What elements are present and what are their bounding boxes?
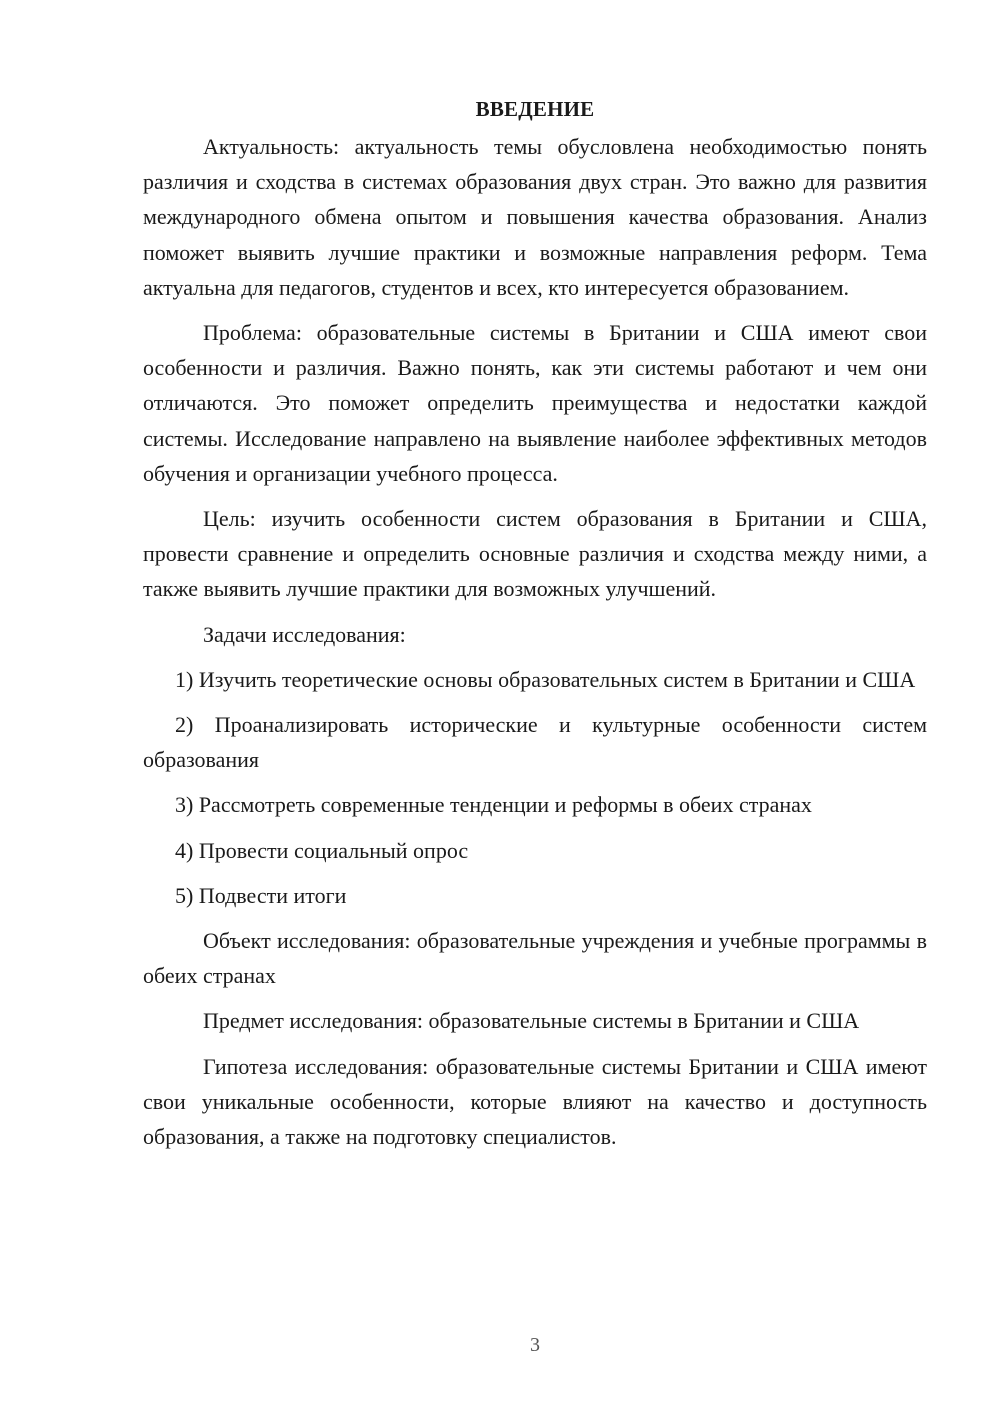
goal-paragraph: Цель: изучить особенности систем образования в Британии и США, провести сравнение и определить основные различия и сходства между ними, а также выявить лучшие практики для возможных улучшений. — [143, 506, 927, 602]
problem-paragraph: Проблема: образовательные системы в Британии и США имеют свои особенности и различия. Важно понять, как эти системы работают и чем они отличаются. Это поможет определить преимущества и недостатки каждой системы. Исследование направлено на выявление наиболее эффективных методов обучения и организации учебного процесса. — [143, 320, 927, 486]
subject-paragraph: Предмет исследования: образовательные системы в Британии и США — [203, 1008, 860, 1034]
tasks-heading: Задачи исследования: — [203, 621, 406, 647]
page-number: 3 — [530, 1334, 540, 1356]
task-item-4: 4) Провести социальный опрос — [175, 837, 469, 863]
task-item-2: 2) Проанализировать исторические и культурные особенности систем образования — [143, 712, 927, 773]
task-item-3: 3) Рассмотреть современные тенденции и реформы в обеих странах — [175, 792, 812, 818]
task-item-1: 1) Изучить теоретические основы образовательных систем в Британии и США — [175, 666, 916, 692]
relevance-paragraph: Актуальность: актуальность темы обусловлена необходимостью понять различия и сходства в системах образования двух стран. Это важно для развития международного обмена опытом и повышения качества образования. Анализ поможет выявить лучшие практики и возможные направления реформ. Тема актуальна для педагогов, студентов и всех, кто интересуется образованием. — [143, 134, 927, 300]
task-item-5: 5) Подвести итоги — [175, 882, 347, 908]
page-title: ВВЕДЕНИЕ — [475, 97, 595, 121]
object-paragraph: Объект исследования: образовательные учреждения и учебные программы в обеих странах — [143, 928, 927, 989]
hypothesis-paragraph: Гипотеза исследования: образовательные системы Британии и США имеют свои уникальные особенности, которые влияют на качество и доступность образования, а также на подготовку специалистов. — [143, 1053, 927, 1150]
page-content — [143, 92, 927, 1164]
